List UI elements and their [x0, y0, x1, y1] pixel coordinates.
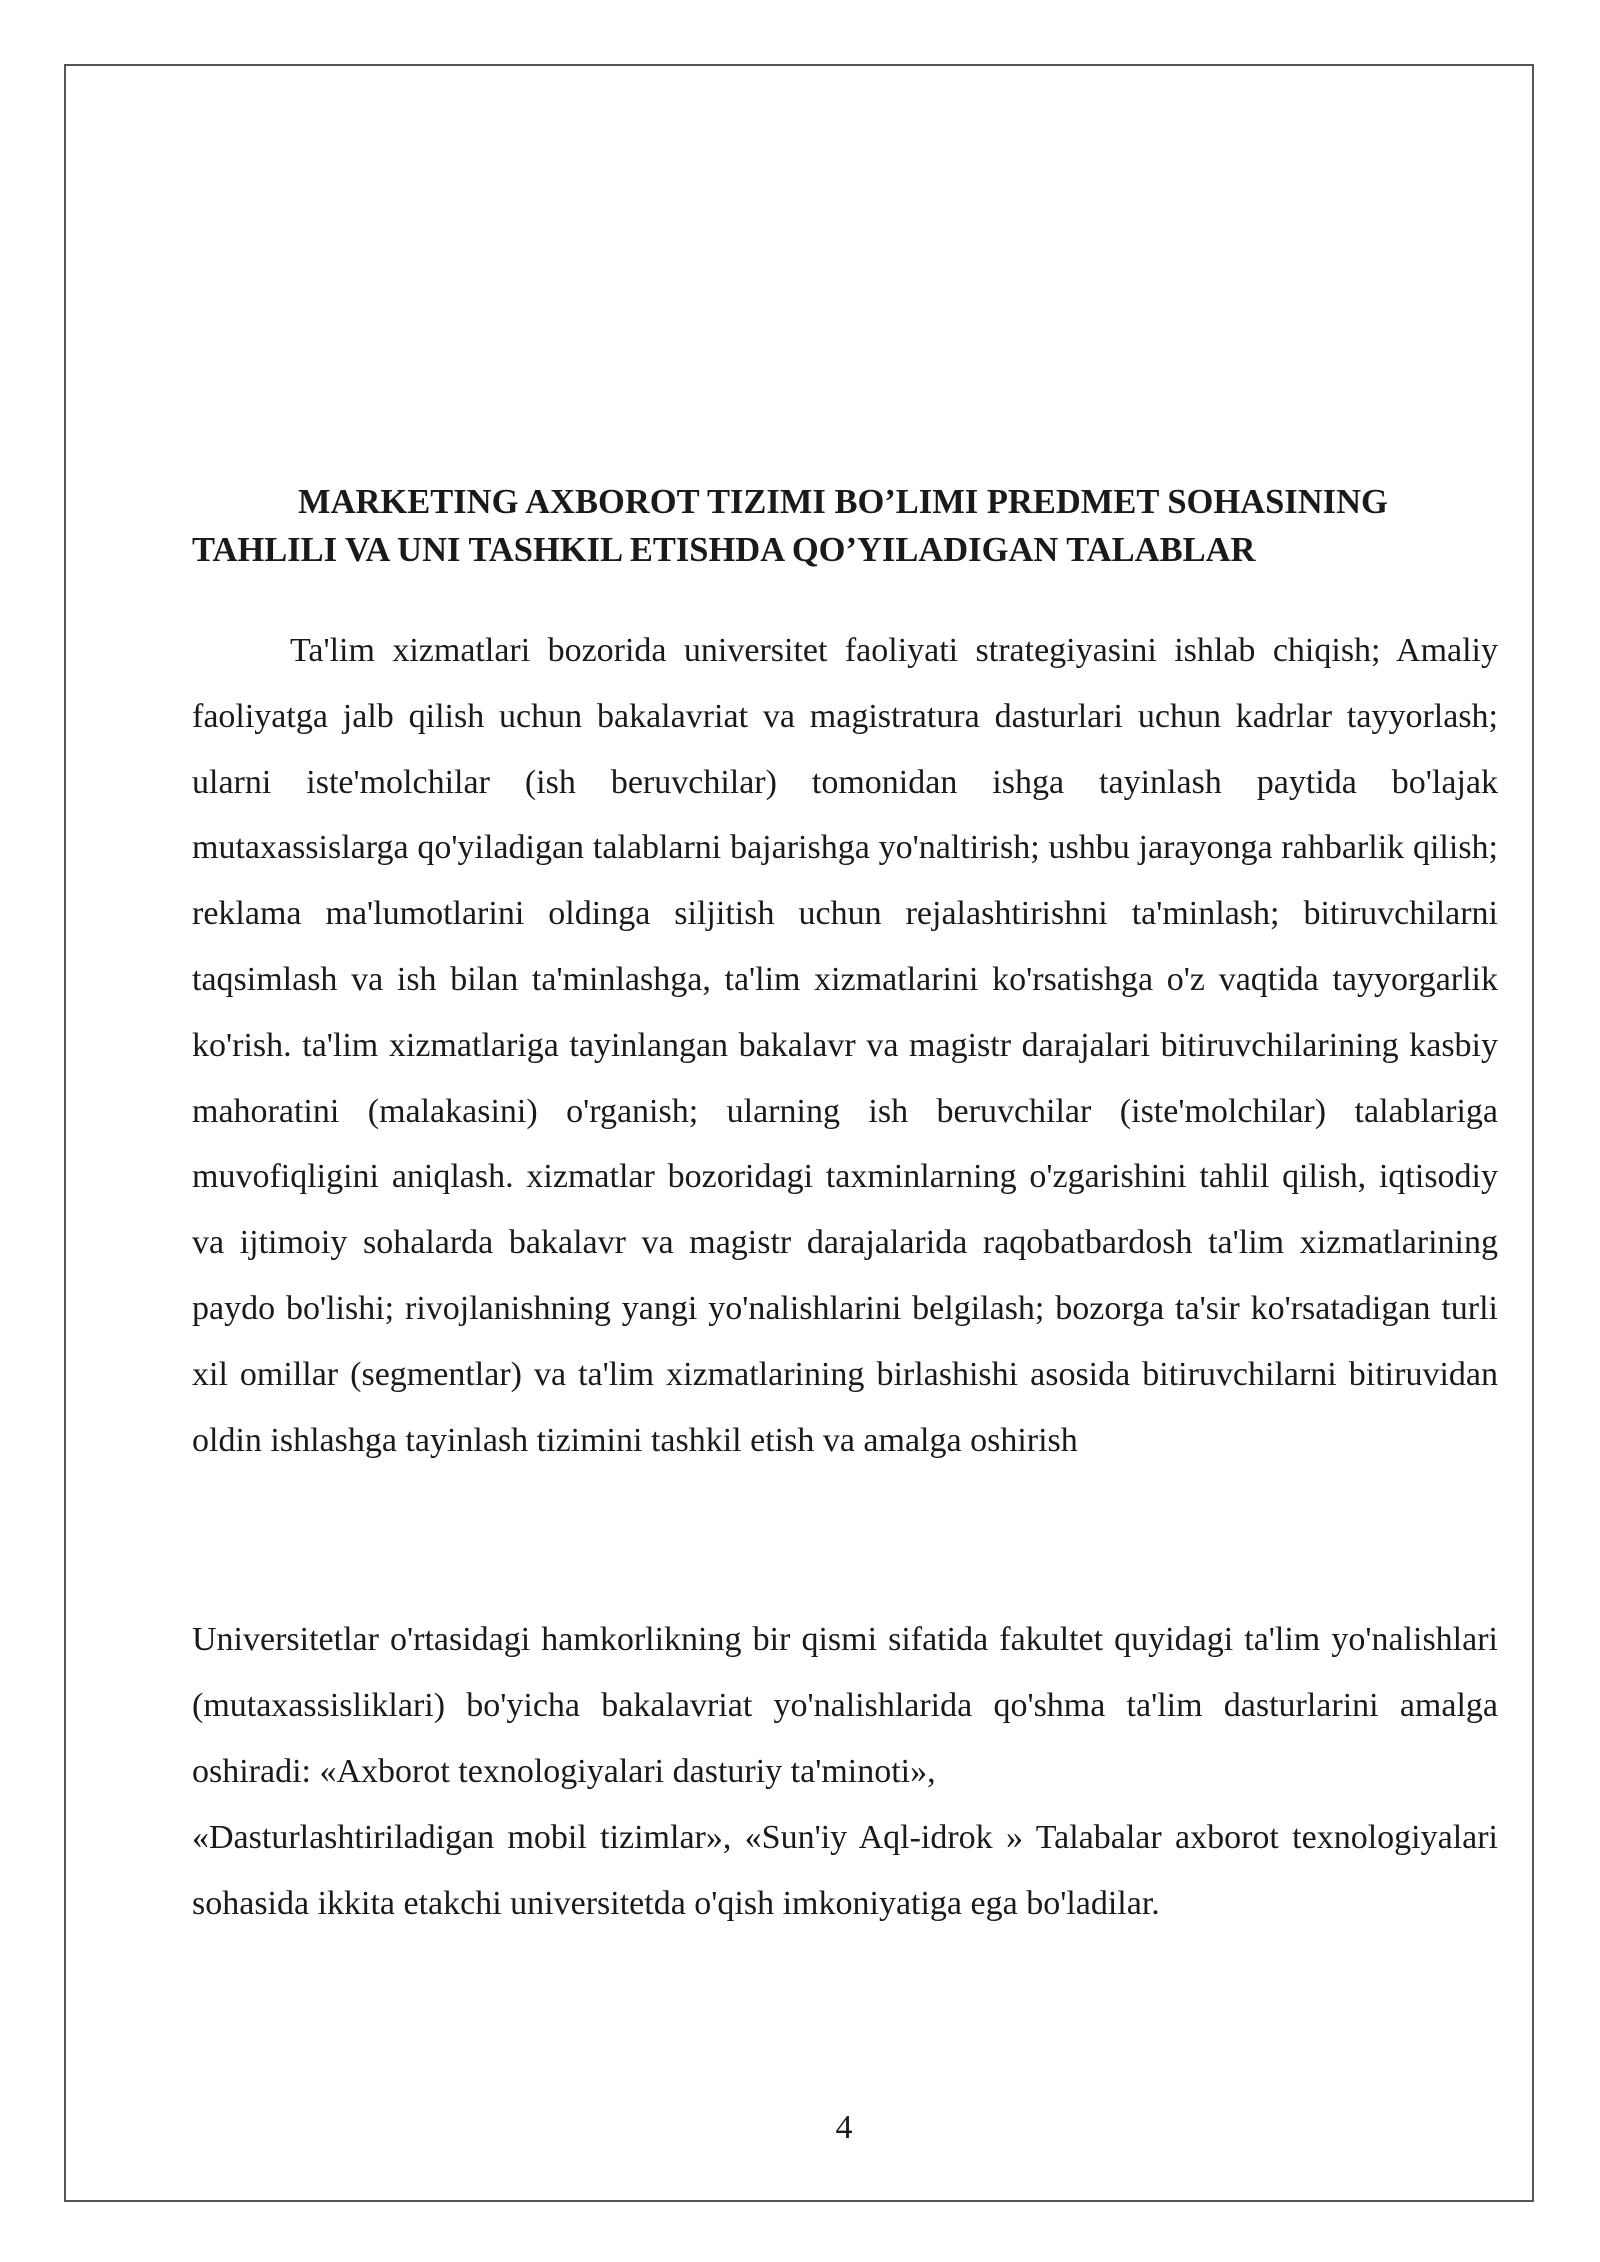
paragraph-3: «Dasturlashtiriladigan mobil tizimlar», «Sun'iy Aql-idrok » Talabalar axborot texnologiyalari sohasida ikkita etakchi universitetda o'qish imkoniyatiga ega bo'ladilar. — [192, 1818, 1498, 1922]
page-content — [192, 478, 1498, 1936]
paragraph-2: Universitetlar o'rtasidagi hamkorlikning bir qismi sifatida fakultet quyidagi ta'lim yo'nalishlari (mutaxassisliklari) bo'yicha bakalavriat yo'nalishlarida qo'shma ta'lim dasturlarini amalga oshiradi: «Axborot texnologiyalari dasturiy ta'minoti», — [192, 1621, 1498, 1790]
document-title: MARKETING AXBOROT TIZIMI BO’LIMI PREDMET SOHASINING TAHLILI VA UNI TASHKIL ETISHDA QO’YILADIGAN TALABLAR — [192, 483, 1388, 569]
paragraph-1: Ta'lim xizmatlari bozorida universitet faoliyati strategiyasini ishlab chiqish; Amaliy faoliyatga jalb qilish uchun bakalavriat va magistratura dasturlari uchun kadrlar tayyorlash; ularni iste'molchilar (ish beruvchilar) tomonidan ishga tayinlash paytida bo'lajak mutaxassislarga qo'yiladigan talablarni bajarishga yo'naltirish; ushbu jarayonga rahbarlik qilish; reklama ma'lumotlarini oldinga siljitish uchun rejalashtirishni ta'minlash; bitiruvchilarni taqsimlash va ish bilan ta'minlashga, ta'lim xizmatlarini ko'rsatishga o'z vaqtida tayyorgarlik ko'rish. ta'lim xizmatlariga tayinlangan bakalavr va magistr darajalari bitiruvchilarining kasbiy mahoratini (malakasini) o'rganish; ularning ish beruvchilar (iste'molchilar) talablariga muvofiqligini aniqlash. xizmatlar bozoridagi taxminlarning o'zgarishini tahlil qilish, iqtisodiy va ijtimoiy sohalarda bakalavr va magistr darajalarida raqobatbardosh ta'lim xizmatlarining paydo bo'lishi; rivojlanishning yangi yo'nalishlarini belgilash; bozorga ta'sir ko'rsatadigan turli xil omillar (segmentlar) va ta'lim xizmatlarining birlashishi asosida bitiruvchilarni bitiruvidan oldin ishlashga tayinlash tizimini tashkil etish va amalga oshirish — [192, 632, 1498, 1459]
page-number: 4 — [835, 2109, 853, 2146]
